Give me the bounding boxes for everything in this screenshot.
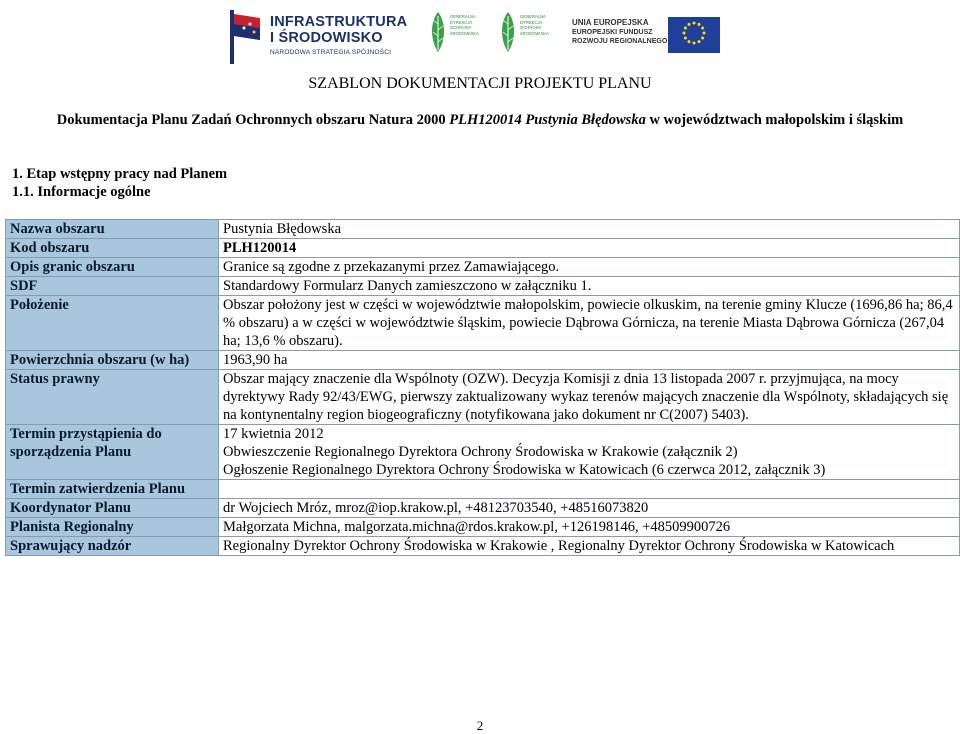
table-row: [6, 258, 960, 277]
announcement-katowice: Ogłoszenie Regionalnego Dyrektora Ochrony Środowiska w Katowicach (6 czerwca 2012, załącznik 3): [223, 462, 826, 478]
row-label: Kod obszaru: [6, 239, 219, 258]
row-value: Standardowy Formularz Danych zamieszczono w załączniku 1.: [219, 277, 960, 296]
gdos-logo: [428, 10, 480, 60]
subtitle-site: PLH120014 Pustynia Błędowska: [449, 112, 646, 128]
row-value: dr Wojciech Mróz, mroz@iop.krakow.pl, +48123703540, +48516073820: [219, 499, 960, 518]
eu-flag-icon: [668, 17, 720, 53]
infra-line2: I ŚRODOWISKO: [270, 30, 383, 46]
row-label: Planista Regionalny: [6, 518, 219, 537]
table-row: [6, 296, 960, 351]
row-label: SDF: [6, 277, 219, 296]
row-label: Opis granic obszaru: [6, 258, 219, 277]
infra-line3: NARODOWA STRATEGIA SPÓJNOŚCI: [270, 49, 392, 56]
document-title: SZABLON DOKUMENTACJI PROJEKTU PLANU: [308, 75, 652, 92]
row-label: Położenie: [6, 296, 219, 351]
eu-logo: [572, 16, 722, 58]
row-label: Powierzchnia obszaru (w ha): [6, 351, 219, 370]
table-row: [6, 277, 960, 296]
gdos-text: GENERALNA DYREKCJA OCHRONY ŚRODOWISKA: [450, 14, 479, 36]
row-value: Obszar mający znaczenie dla Wspólnoty (OZW). Decyzja Komisji z dnia 13 listopada 2007 r. przyjmująca, na mocy dyrektywy Rady 92/43/EWG, pierwszy zaktualizowany wykaz terenów mających znaczenie dla Wspólnoty, składających się na kontynentalny region biogeograficzny (notyfikowana jako dokument nr C(2007) 5403).: [219, 370, 960, 425]
announcement-krakow: Obwieszczenie Regionalnego Dyrektora Ochrony Środowiska w Krakowie (załącznik 2): [223, 444, 738, 460]
table-row: [6, 220, 960, 239]
row-value: [219, 480, 960, 499]
table-row: [6, 518, 960, 537]
infrastruktura-logo: [230, 8, 408, 66]
row-value: [219, 425, 960, 480]
row-label: Koordynator Planu: [6, 499, 219, 518]
rdos-text: GENERALNA DYREKCJA OCHRONY ŚRODOWISKA: [520, 14, 549, 36]
eu-line3: ROZWOJU REGIONALNEGO: [572, 38, 668, 45]
rdos-logo: [498, 10, 550, 60]
section-heading-1-1: 1.1. Informacje ogólne: [12, 184, 151, 200]
flag-icon: [230, 10, 262, 64]
row-value: Obszar położony jest w części w województwie małopolskim, powiecie olkuskim, na terenie gminy Klucze (1696,86 ha; 86,4 % obszaru) a w części w województwie śląskim, powiecie Dąbrowa Górnicza, na terenie Miasta Dąbrowa Górnicza (267,04 ha; 13,6 % obszaru).: [219, 296, 960, 351]
subtitle-part1: Dokumentacja Planu Zadań Ochronnych obszaru Natura 2000: [56, 112, 450, 128]
row-value: Granice są zgodne z przekazanymi przez Zamawiającego.: [219, 258, 960, 277]
leaf-icon: [428, 10, 448, 54]
table-row: [6, 480, 960, 499]
eu-line1: UNIA EUROPEJSKA: [572, 18, 649, 27]
table-row: [6, 537, 960, 556]
logo-bar: [0, 6, 960, 68]
leaf-icon: [498, 10, 518, 54]
row-label: Sprawujący nadzór: [6, 537, 219, 556]
section-heading-1: 1. Etap wstępny pracy nad Planem: [12, 166, 228, 182]
table-row: [6, 425, 960, 480]
row-value: Regionalny Dyrektor Ochrony Środowiska w Krakowie , Regionalny Dyrektor Ochrony Środowiska w Katowicach: [219, 537, 960, 556]
subtitle-part2: w województwach małopolskim i śląskim: [645, 112, 904, 128]
row-label: Status prawny: [6, 370, 219, 425]
row-value: 1963,90 ha: [219, 351, 960, 370]
row-value: Pustynia Błędowska: [219, 220, 960, 239]
row-label: Termin przystąpienia do sporządzenia Planu: [6, 425, 219, 480]
row-value: Małgorzata Michna, malgorzata.michna@rdos.krakow.pl, +126198146, +48509900726: [219, 518, 960, 537]
table-row: [6, 499, 960, 518]
row-value: PLH120014: [219, 239, 960, 258]
row-label: Nazwa obszaru: [6, 220, 219, 239]
eu-line2: EUROPEJSKI FUNDUSZ: [572, 29, 653, 36]
table-row: [6, 239, 960, 258]
row-label: Termin zatwierdzenia Planu: [6, 480, 219, 499]
infra-line1: INFRASTRUKTURA: [270, 14, 408, 30]
table-row: [6, 370, 960, 425]
table-row: [6, 351, 960, 370]
document-subtitle: [30, 110, 930, 130]
info-table: [5, 219, 960, 556]
page-number: 2: [476, 718, 484, 733]
start-date: 17 kwietnia 2012: [223, 426, 324, 442]
